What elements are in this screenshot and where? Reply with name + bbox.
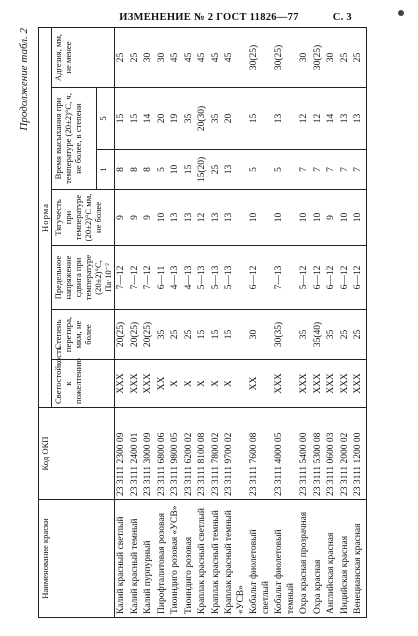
cell-name: Индийская красная [339, 500, 353, 618]
cell-code: 23 3111 9700 02 [223, 408, 248, 500]
cell-code: 23 3111 2000 02 [339, 408, 353, 500]
table-row [223, 28, 248, 618]
cell-adhesion: 25 [352, 28, 366, 88]
rotated-table-block [18, 28, 398, 618]
cell-viscosity: 7—12 [142, 246, 156, 310]
cell-tack: 10 [273, 190, 298, 246]
cell-adhesion: 45 [223, 28, 248, 88]
cell-name: Кобальт фиолетовый темный [273, 500, 298, 618]
cell-adhesion: 30 [142, 28, 156, 88]
cell-code: 23 3111 0600 03 [325, 408, 339, 500]
cell-tack: 9 [142, 190, 156, 246]
cell-grind: 15 [196, 310, 210, 360]
cell-adhesion: 30 [156, 28, 170, 88]
col-header-grind: Степень перетира, мкм, не более [52, 310, 115, 360]
col-header-tack: Тягучесть при температуре (20±2)°С мм, не более [52, 190, 115, 246]
cell-drying-1: 7 [312, 150, 326, 190]
cell-viscosity: 5—13 [223, 246, 248, 310]
cell-code: 23 3111 5400 00 [298, 408, 312, 500]
table-row [352, 28, 366, 618]
cell-fastness: Х [196, 360, 210, 408]
cell-drying-5: 14 [142, 88, 156, 150]
cell-code: 23 3111 3000 09 [142, 408, 156, 500]
cell-viscosity: 6—12 [312, 246, 326, 310]
cell-tack: 10 [248, 190, 273, 246]
cell-drying-1: 7 [339, 150, 353, 190]
cell-code: 23 3111 9800 05 [169, 408, 183, 500]
cell-drying-5: 20 [223, 88, 248, 150]
cell-tack: 10 [339, 190, 353, 246]
cell-code: 23 3111 8100 08 [196, 408, 210, 500]
cell-viscosity: 7—12 [129, 246, 143, 310]
cell-viscosity: 6—11 [156, 246, 170, 310]
cell-grind: 20(25) [129, 310, 143, 360]
table-row [183, 28, 197, 618]
cell-grind: 35 [156, 310, 170, 360]
cell-grind: 30 [248, 310, 273, 360]
table-row [196, 28, 210, 618]
cell-code: 23 3111 2300 09 [115, 408, 129, 500]
col-header-name: Наименование краски [39, 500, 115, 618]
cell-code: 23 3111 1200 00 [352, 408, 366, 500]
cell-name: Английская красная [325, 500, 339, 618]
cell-fastness: ХХХ [142, 360, 156, 408]
cell-adhesion: 45 [169, 28, 183, 88]
table-row [115, 28, 129, 618]
cell-drying-5: 12 [312, 88, 326, 150]
cell-viscosity: 6—12 [352, 246, 366, 310]
cell-tack: 13 [169, 190, 183, 246]
table-row [210, 28, 224, 618]
cell-viscosity: 4—13 [183, 246, 197, 310]
cell-drying-1: 8 [115, 150, 129, 190]
cell-tack: 9 [325, 190, 339, 246]
col-header-fastness: Светостойкость к пожелтению [52, 360, 115, 408]
cell-tack: 9 [129, 190, 143, 246]
cell-adhesion: 45 [183, 28, 197, 88]
cell-adhesion: 25 [115, 28, 129, 88]
cell-grind: 25 [183, 310, 197, 360]
cell-fastness: ХХХ [298, 360, 312, 408]
cell-fastness: Х [210, 360, 224, 408]
cell-viscosity: 5—13 [196, 246, 210, 310]
cell-drying-1: 7 [352, 150, 366, 190]
cell-grind: 35 [325, 310, 339, 360]
cell-grind: 35(40) [312, 310, 326, 360]
cell-fastness: ХХХ [129, 360, 143, 408]
cell-viscosity: 7—13 [273, 246, 298, 310]
cell-fastness: ХХ [248, 360, 273, 408]
table-row [129, 28, 143, 618]
table-row [142, 28, 156, 618]
cell-adhesion: 30 [298, 28, 312, 88]
cell-name: Охра красная [312, 500, 326, 618]
cell-adhesion: 25 [129, 28, 143, 88]
cell-name: Калий красный темный [129, 500, 143, 618]
cell-tack: 10 [352, 190, 366, 246]
cell-drying-5: 35 [210, 88, 224, 150]
cell-drying-5: 15 [129, 88, 143, 150]
cell-adhesion: 30(25) [273, 28, 298, 88]
cell-grind: 25 [352, 310, 366, 360]
cell-fastness: ХХ [156, 360, 170, 408]
punch-hole-mark [398, 10, 404, 16]
cell-code: 23 3111 6800 06 [156, 408, 170, 500]
col-header-norm: Норма [39, 28, 52, 408]
document-title: ИЗМЕНЕНИЕ № 2 ГОСТ 11826—77 [119, 12, 299, 23]
table-row [273, 28, 298, 618]
page-number: С. 3 [332, 12, 352, 23]
cell-drying-1: 7 [325, 150, 339, 190]
cell-tack: 10 [156, 190, 170, 246]
cell-tack: 10 [298, 190, 312, 246]
cell-name: Венецианская красная [352, 500, 366, 618]
cell-drying-5: 35 [183, 88, 197, 150]
cell-code: 23 3111 2400 01 [129, 408, 143, 500]
cell-grind: 35 [298, 310, 312, 360]
cell-fastness: ХХХ [273, 360, 298, 408]
table-row [156, 28, 170, 618]
cell-viscosity: 7—12 [115, 246, 129, 310]
cell-viscosity: 6—12 [248, 246, 273, 310]
cell-viscosity: 6—12 [325, 246, 339, 310]
cell-name: Кобальт фиолетовый светлый [248, 500, 273, 618]
cell-drying-5: 19 [169, 88, 183, 150]
cell-drying-1: 13 [223, 150, 248, 190]
cell-drying-1: 15(20) [196, 150, 210, 190]
cell-fastness: Х [169, 360, 183, 408]
cell-code: 23 3111 7600 08 [248, 408, 273, 500]
cell-grind: 15 [210, 310, 224, 360]
cell-tack: 9 [115, 190, 129, 246]
cell-drying-1: 8 [129, 150, 143, 190]
cell-grind: 20(25) [115, 310, 129, 360]
table-row [298, 28, 312, 618]
cell-drying-1: 7 [298, 150, 312, 190]
cell-name: Пирофталитовая розовая [156, 500, 170, 618]
col-header-code: Код ОКП [39, 408, 115, 500]
cell-name: Тиоиндиго розовая [183, 500, 197, 618]
col-header-adhesion: Адгезия, мм, не менее [52, 28, 115, 88]
table-row [248, 28, 273, 618]
cell-adhesion: 30 [325, 28, 339, 88]
cell-drying-1: 25 [210, 150, 224, 190]
cell-code: 23 3111 4000 05 [273, 408, 298, 500]
cell-drying-5: 15 [115, 88, 129, 150]
page-header [0, 12, 418, 23]
cell-grind: 25 [169, 310, 183, 360]
cell-drying-5: 13 [273, 88, 298, 150]
cell-name: Тиоиндиго розовая «УСВ» [169, 500, 183, 618]
cell-adhesion: 45 [210, 28, 224, 88]
cell-tack: 13 [183, 190, 197, 246]
cell-tack: 13 [210, 190, 224, 246]
col-header-drying-5: 5 [97, 88, 115, 150]
col-header-drying-1: 1 [97, 150, 115, 190]
paint-specs-table [38, 27, 367, 618]
cell-drying-5: 20 [156, 88, 170, 150]
col-header-viscosity: Предельное напряжение сдвига при температуре (20±2)°С, Па·10⁻² [52, 246, 115, 310]
cell-grind: 15 [223, 310, 248, 360]
cell-adhesion: 30(25) [312, 28, 326, 88]
cell-fastness: ХХХ [352, 360, 366, 408]
cell-tack: 12 [196, 190, 210, 246]
cell-tack: 13 [223, 190, 248, 246]
table-row [169, 28, 183, 618]
cell-tack: 10 [312, 190, 326, 246]
cell-drying-1: 15 [183, 150, 197, 190]
cell-name: Калий красный светлый [115, 500, 129, 618]
cell-drying-5: 20(30) [196, 88, 210, 150]
cell-name: Калий пурпурный [142, 500, 156, 618]
cell-fastness: ХХХ [115, 360, 129, 408]
cell-fastness: ХХХ [325, 360, 339, 408]
cell-grind: 30(35) [273, 310, 298, 360]
cell-name: Краплак красный темный [210, 500, 224, 618]
cell-viscosity: 6—12 [339, 246, 353, 310]
cell-code: 23 3111 7800 02 [210, 408, 224, 500]
cell-viscosity: 4—13 [169, 246, 183, 310]
cell-drying-1: 5 [156, 150, 170, 190]
cell-drying-5: 14 [325, 88, 339, 150]
cell-fastness: Х [183, 360, 197, 408]
cell-viscosity: 5—13 [210, 246, 224, 310]
cell-drying-1: 5 [273, 150, 298, 190]
cell-name: Краплак красный светлый [196, 500, 210, 618]
cell-adhesion: 25 [339, 28, 353, 88]
cell-name: Охра красная прозрачная [298, 500, 312, 618]
cell-drying-1: 5 [248, 150, 273, 190]
cell-fastness: ХХХ [339, 360, 353, 408]
cell-fastness: Х [223, 360, 248, 408]
cell-drying-1: 10 [169, 150, 183, 190]
table-continuation-label: Продолжение табл. 2 [18, 28, 30, 131]
cell-viscosity: 5—12 [298, 246, 312, 310]
cell-drying-1: 8 [142, 150, 156, 190]
cell-grind: 20(25) [142, 310, 156, 360]
cell-drying-5: 13 [352, 88, 366, 150]
cell-grind: 25 [339, 310, 353, 360]
cell-fastness: ХХХ [312, 360, 326, 408]
table-row [325, 28, 339, 618]
cell-adhesion: 45 [196, 28, 210, 88]
table-row [312, 28, 326, 618]
cell-code: 23 3111 6200 02 [183, 408, 197, 500]
cell-drying-5: 13 [339, 88, 353, 150]
cell-adhesion: 30(25) [248, 28, 273, 88]
col-header-drying: Время высыхания при температуре (20±2)°С, ч, не более, в степени [52, 88, 97, 190]
cell-drying-5: 12 [298, 88, 312, 150]
cell-name: Краплак красный темный «УСВ» [223, 500, 248, 618]
cell-drying-5: 15 [248, 88, 273, 150]
cell-code: 23 3111 5300 08 [312, 408, 326, 500]
table-row [339, 28, 353, 618]
